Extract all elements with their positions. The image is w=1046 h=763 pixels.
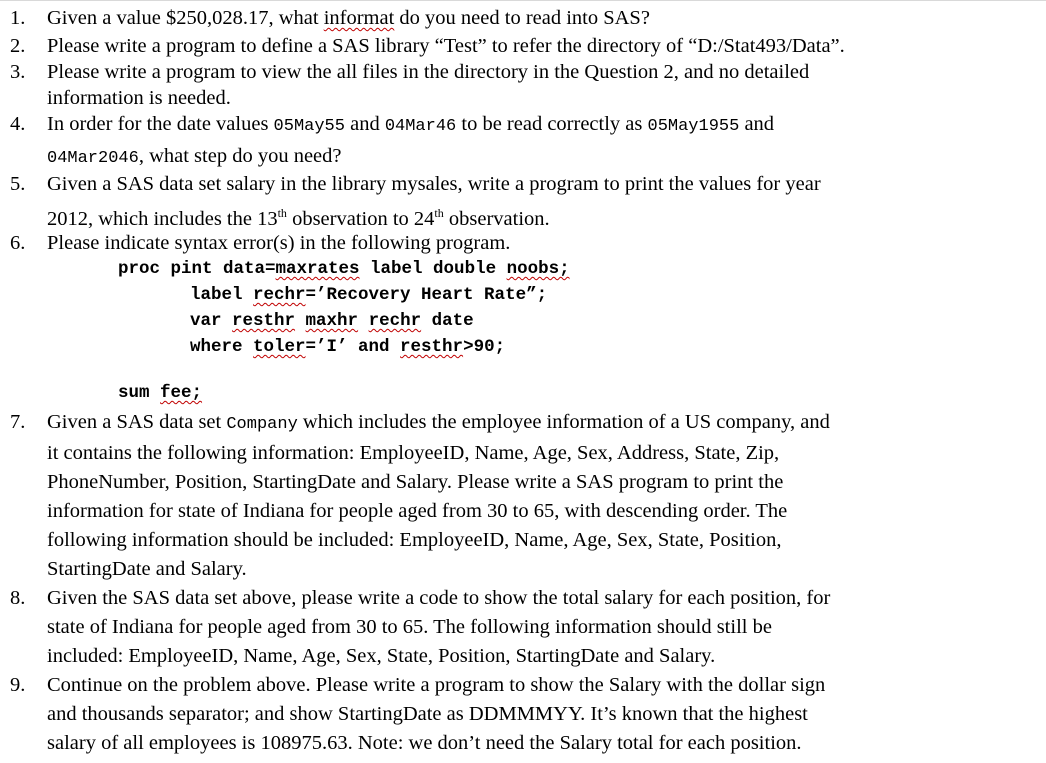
question-text: Please indicate syntax error(s) in the following program. — [47, 232, 511, 254]
question-text: Please write a program to view the all files in the directory in the Question 2, and no detailed information is needed. — [47, 61, 810, 109]
question-number: 7. — [10, 411, 26, 433]
question-number: 8. — [10, 587, 26, 609]
question-text: Given a SAS data set Company which includes the employee information of a US company, and it contains the following information: EmployeeID, Name, Age, Sex, Address, State, Zip, PhoneNumber, Position, StartingDate and Salary. Please write a SAS program to print the information for state of Indiana for people aged from 30 to 65, with descending order. The following information should be included: EmployeeID, Name, Age, Sex, State, Position, StartingDate and Salary. — [47, 411, 830, 580]
code-line-2: label rechr=’Recovery Heart Rate”; — [190, 285, 548, 305]
question-text: Continue on the problem above. Please write a program to show the Salary with the dollar sign and thousands separator; and show StartingDate as DDMMMYY. It’s known that the highest salary of all employees is 108975.63. Note: we don’t need the Salary total for each position. — [47, 674, 826, 754]
question-text: Given the SAS data set above, please write a code to show the total salary for each position, for state of Indiana for people aged from 30 to 65. The following information should still be included: EmployeeID, Name, Age, Sex, State, Position, StartingDate and Salary. — [47, 587, 831, 667]
code-line-3: var resthr maxhr rechr date — [190, 311, 474, 331]
question-number: 1. — [10, 7, 26, 29]
code-line-1: proc pint data=maxrates label double noobs; — [118, 259, 570, 279]
question-number: 3. — [10, 61, 26, 83]
question-text: In order for the date values 05May55 and 04Mar46 to be read correctly as 05May1955 and 04Mar2046, what step do you need? — [47, 113, 775, 168]
code-line-4: where toler=’I’ and resthr>90; — [190, 337, 506, 357]
question-number: 6. — [10, 232, 26, 254]
question-number: 2. — [10, 35, 26, 57]
code-line-5: sum fee; — [118, 383, 203, 403]
question-number: 5. — [10, 173, 26, 195]
question-text: Given a SAS data set salary in the library mysales, write a program to print the values for year 2012, which includes the 13th observation to 24th observation. — [47, 173, 821, 230]
top-border — [0, 0, 1046, 1]
question-number: 9. — [10, 674, 26, 696]
question-text: Given a value $250,028.17, what informat do you need to read into SAS? — [47, 7, 650, 29]
question-number: 4. — [10, 113, 26, 135]
question-text: Please write a program to define a SAS library “Test” to refer the directory of “D:/Stat493/Data”. — [47, 35, 845, 57]
